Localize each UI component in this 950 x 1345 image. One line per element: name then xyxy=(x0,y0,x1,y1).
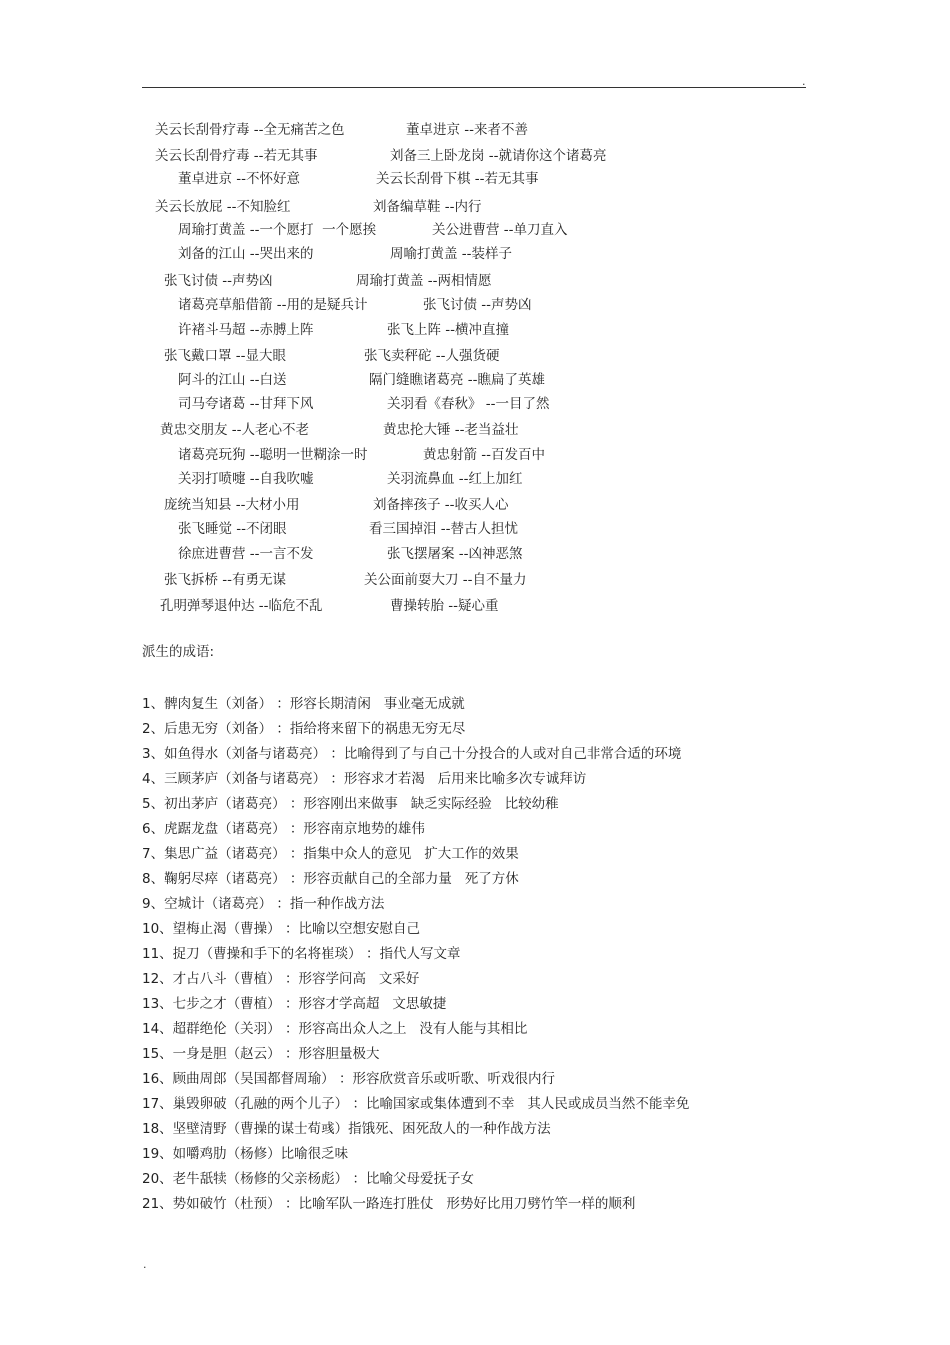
xiehouyu-right: 张飞卖秤砣 --人强货硬 xyxy=(364,348,500,364)
idiom-item: 6、虎踞龙盘（诸葛亮） ：形容南京地势的雄伟 xyxy=(142,821,425,837)
xiehouyu-left: 张飞戴口罩 --显大眼 xyxy=(164,348,287,364)
xiehouyu-left: 黄忠交朋友 --人老心不老 xyxy=(160,422,310,438)
idiom-item: 15、一身是胆（赵云） ：形容胆量极大 xyxy=(142,1046,380,1062)
xiehouyu-line xyxy=(0,221,950,239)
xiehouyu-right: 刘备摔孩子 --收买人心 xyxy=(373,497,509,513)
idiom-item: 14、超群绝伦（关羽） ：形容高出众人之上 没有人能与其相比 xyxy=(142,1021,528,1037)
xiehouyu-line xyxy=(0,296,950,314)
idiom-item: 13、七步之才（曹植） ：形容才学高超 文思敏捷 xyxy=(142,996,447,1012)
xiehouyu-left: 关云长放屁 --不知脸红 xyxy=(155,199,291,215)
xiehouyu-right: 曹操转胎 --疑心重 xyxy=(390,598,499,614)
xiehouyu-left: 张飞睡觉 --不闭眼 xyxy=(178,521,287,537)
idiom-item: 4、三顾茅庐（刘备与诸葛亮） ：形容求才若渴 后用来比喻多次专诚拜访 xyxy=(142,771,587,787)
footer-dot: . xyxy=(143,1258,147,1271)
xiehouyu-line xyxy=(0,371,950,389)
xiehouyu-line xyxy=(0,520,950,538)
xiehouyu-right: 隔门缝瞧诸葛亮 --瞧扁了英雄 xyxy=(369,372,546,388)
idiom-item: 1、髀肉复生（刘备） ：形容长期清闲 事业毫无成就 xyxy=(142,696,465,712)
idiom-item: 18、坚壁清野（曹操的谋士荀彧）指饿死、困死敌人的一种作战方法 xyxy=(142,1121,551,1137)
xiehouyu-line xyxy=(0,421,950,439)
xiehouyu-line xyxy=(0,198,950,216)
xiehouyu-left: 许褚斗马超 --赤膊上阵 xyxy=(178,322,314,338)
idiom-item: 11、捉刀（曹操和手下的名将崔琰） ：指代人写文章 xyxy=(142,946,461,962)
xiehouyu-line xyxy=(0,121,950,139)
xiehouyu-line xyxy=(0,446,950,464)
header-rule xyxy=(142,87,806,88)
xiehouyu-right: 张飞讨债 --声势凶 xyxy=(423,297,532,313)
xiehouyu-right: 关云长刮骨下棋 --若无其事 xyxy=(376,171,539,187)
xiehouyu-line xyxy=(0,571,950,589)
idiom-item: 10、望梅止渴（曹操） ：比喻以空想安慰自己 xyxy=(142,921,420,937)
xiehouyu-left: 关羽打喷嚏 --自我吹嘘 xyxy=(178,471,314,487)
xiehouyu-line xyxy=(0,170,950,188)
idiom-list xyxy=(142,694,689,1219)
xiehouyu-right: 看三国掉泪 --替古人担忧 xyxy=(369,521,519,537)
xiehouyu-left: 司马夸诸葛 --甘拜下风 xyxy=(178,396,314,412)
xiehouyu-right: 关公进曹营 --单刀直入 xyxy=(432,222,568,238)
xiehouyu-line xyxy=(0,347,950,365)
xiehouyu-right: 董卓进京 --来者不善 xyxy=(406,122,529,138)
xiehouyu-left: 孔明弹琴退仲达 --临危不乱 xyxy=(160,598,323,614)
xiehouyu-line xyxy=(0,245,950,263)
idiom-item: 7、集思广益（诸葛亮） ：指集中众人的意见 扩大工作的效果 xyxy=(142,846,519,862)
xiehouyu-left: 刘备的江山 --哭出来的 xyxy=(178,246,314,262)
xiehouyu-right: 关羽看《春秋》 --一目了然 xyxy=(387,396,550,412)
idiom-item: 17、巢毁卵破（孔融的两个儿子） ：比喻国家或集体遭到不幸 其人民或成员当然不能幸免 xyxy=(142,1096,690,1112)
xiehouyu-right: 关公面前耍大刀 --自不量力 xyxy=(364,572,527,588)
xiehouyu-line xyxy=(0,496,950,514)
xiehouyu-line xyxy=(0,395,950,413)
idiom-item: 9、空城计（诸葛亮） ：指一种作战方法 xyxy=(142,896,385,912)
xiehouyu-line xyxy=(0,545,950,563)
xiehouyu-left: 张飞讨债 --声势凶 xyxy=(164,273,273,289)
xiehouyu-right: 黄忠射箭 --百发百中 xyxy=(423,447,546,463)
xiehouyu-left: 张飞拆桥 --有勇无谋 xyxy=(164,572,287,588)
xiehouyu-right: 关羽流鼻血 --红上加红 xyxy=(387,471,523,487)
xiehouyu-left: 董卓进京 --不怀好意 xyxy=(178,171,301,187)
header-dot: . xyxy=(802,75,806,88)
idiom-item: 21、势如破竹（杜预） ：比喻军队一路连打胜仗 形势好比用刀劈竹竿一样的顺利 xyxy=(142,1196,636,1212)
xiehouyu-line xyxy=(0,470,950,488)
xiehouyu-left: 关云长刮骨疗毒 --全无痛苦之色 xyxy=(155,122,345,138)
idiom-item: 2、后患无穷（刘备） ：指给将来留下的祸患无穷无尽 xyxy=(142,721,466,737)
xiehouyu-right: 刘备编草鞋 --内行 xyxy=(373,199,482,215)
xiehouyu-left: 关云长刮骨疗毒 --若无其事 xyxy=(155,148,318,164)
xiehouyu-right: 张飞上阵 --横冲直撞 xyxy=(387,322,510,338)
xiehouyu-line xyxy=(0,321,950,339)
xiehouyu-right: 黄忠抡大锤 --老当益壮 xyxy=(383,422,519,438)
idiom-item: 3、如鱼得水（刘备与诸葛亮） ：比喻得到了与自己十分投合的人或对自己非常合适的环境 xyxy=(142,746,682,762)
xiehouyu-left: 阿斗的江山 --白送 xyxy=(178,372,287,388)
idiom-item: 16、顾曲周郎（吴国都督周瑜） ：形容欣赏音乐或听歌、听戏很内行 xyxy=(142,1071,555,1087)
idiom-item: 12、才占八斗（曹植） ：形容学问高 文采好 xyxy=(142,971,420,987)
xiehouyu-right: 周瑜打黄盖 --两相情愿 xyxy=(356,273,492,289)
idiom-item: 19、如嚼鸡肋（杨修）比喻很乏味 xyxy=(142,1146,349,1162)
xiehouyu-right: 刘备三上卧龙岗 --就请你这个诸葛亮 xyxy=(390,148,607,164)
idiom-item: 5、初出茅庐（诸葛亮） ：形容刚出来做事 缺乏实际经验 比较幼稚 xyxy=(142,796,559,812)
xiehouyu-left: 庞统当知县 --大材小用 xyxy=(164,497,300,513)
xiehouyu-left: 诸葛亮玩狗 --聪明一世糊涂一时 xyxy=(178,447,368,463)
idiom-item: 8、鞠躬尽瘁（诸葛亮） ：形容贡献自己的全部力量 死了方休 xyxy=(142,871,519,887)
xiehouyu-left: 诸葛亮草船借箭 --用的是疑兵计 xyxy=(178,297,368,313)
xiehouyu-left: 周瑜打黄盖 --一个愿打 一个愿挨 xyxy=(178,222,377,238)
xiehouyu-line xyxy=(0,597,950,615)
xiehouyu-right: 周喻打黄盖 --装样子 xyxy=(390,246,513,262)
xiehouyu-right: 张飞摆屠案 --凶神恶煞 xyxy=(387,546,523,562)
xiehouyu-left: 徐庶进曹营 --一言不发 xyxy=(178,546,314,562)
xiehouyu-line xyxy=(0,272,950,290)
idiom-item: 20、老牛舐犊（杨修的父亲杨彪） ：比喻父母爱抚子女 xyxy=(142,1171,474,1187)
xiehouyu-line xyxy=(0,147,950,165)
derived-idioms-title: 派生的成语: xyxy=(142,644,215,660)
